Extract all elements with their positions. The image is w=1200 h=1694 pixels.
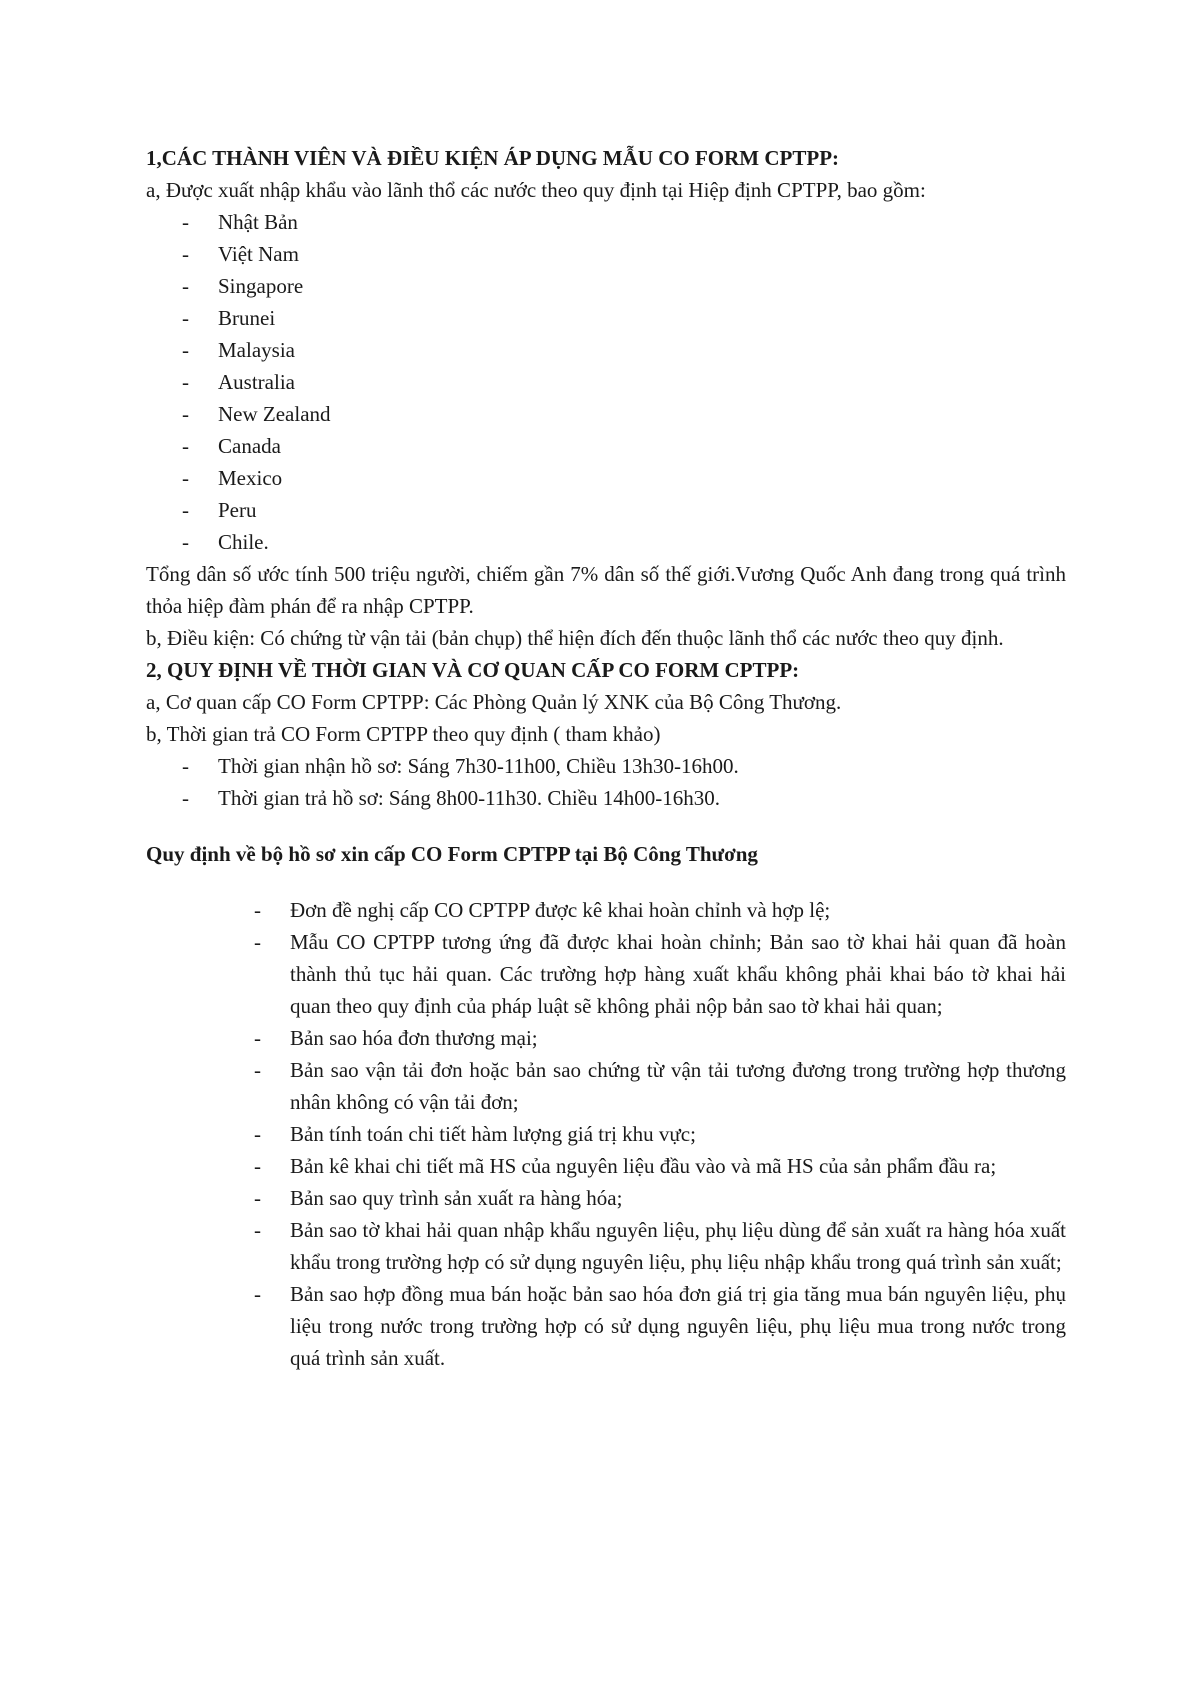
dash-bullet: - — [254, 1058, 261, 1082]
issuing-agency: a, Cơ quan cấp CO Form CPTPP: Các Phòng Quản lý XNK của Bộ Công Thương. — [146, 690, 842, 714]
dash-bullet: - — [182, 754, 189, 778]
dash-bullet: - — [254, 1282, 261, 1306]
country-item — [146, 302, 1066, 334]
country-name: Canada — [218, 434, 281, 458]
dash-bullet: - — [182, 242, 189, 266]
document-item — [146, 1054, 1066, 1118]
country-name: Nhật Bản — [218, 210, 298, 234]
section1-heading: 1,CÁC THÀNH VIÊN VÀ ĐIỀU KIỆN ÁP DỤNG MẪU CO FORM CPTPP: — [146, 146, 840, 170]
time-item — [146, 750, 1066, 782]
document-list — [146, 894, 1066, 1374]
dash-bullet: - — [182, 370, 189, 394]
country-name: Chile. — [218, 530, 269, 554]
dash-bullet: - — [254, 1218, 261, 1242]
dash-bullet: - — [254, 1186, 261, 1210]
country-item — [146, 462, 1066, 494]
country-name: Mexico — [218, 466, 283, 490]
country-name: Brunei — [218, 306, 276, 330]
section3-heading: Quy định về bộ hồ sơ xin cấp CO Form CPTPP tại Bộ Công Thương — [146, 842, 758, 866]
dash-bullet: - — [182, 274, 189, 298]
document-text: Đơn đề nghị cấp CO CPTPP được kê khai hoàn chỉnh và hợp lệ; — [290, 898, 831, 922]
document-text: Bản sao quy trình sản xuất ra hàng hóa; — [290, 1186, 623, 1210]
dash-bullet: - — [254, 1154, 261, 1178]
dash-bullet: - — [182, 498, 189, 522]
country-list — [146, 206, 1066, 558]
dash-bullet: - — [254, 1026, 261, 1050]
country-item — [146, 238, 1066, 270]
condition-text: b, Điều kiện: Có chứng từ vận tải (bản chụp) thể hiện đích đến thuộc lãnh thổ các nước theo quy định. — [146, 626, 1004, 650]
dash-bullet: - — [182, 530, 189, 554]
country-item — [146, 270, 1066, 302]
document-text: Bản sao hóa đơn thương mại; — [290, 1026, 538, 1050]
dash-bullet: - — [182, 338, 189, 362]
dash-bullet: - — [182, 466, 189, 490]
section2-heading: 2, QUY ĐỊNH VỀ THỜI GIAN VÀ CƠ QUAN CẤP CO FORM CPTPP: — [146, 658, 800, 682]
document-text: Bản kê khai chi tiết mã HS của nguyên liệu đầu vào và mã HS của sản phẩm đầu ra; — [290, 1154, 997, 1178]
document-item — [146, 1022, 1066, 1054]
document-text: Bản tính toán chi tiết hàm lượng giá trị khu vực; — [290, 1122, 696, 1146]
country-name: New Zealand — [218, 402, 331, 426]
section1-intro: a, Được xuất nhập khẩu vào lãnh thổ các nước theo quy định tại Hiệp định CPTPP, bao gồm: — [146, 178, 926, 202]
document-text: Bản sao hợp đồng mua bán hoặc bản sao hóa đơn giá trị gia tăng mua bán nguyên liệu, phụ liệu trong nước trong trường hợp có sử dụng nguyên liệu, phụ liệu mua trong nước trong quá trình sản xuất. — [290, 1282, 1066, 1370]
dash-bullet: - — [182, 434, 189, 458]
country-item — [146, 430, 1066, 462]
dash-bullet: - — [254, 898, 261, 922]
dash-bullet: - — [254, 1122, 261, 1146]
document-item — [146, 1182, 1066, 1214]
dash-bullet: - — [254, 930, 261, 954]
country-item — [146, 334, 1066, 366]
document-body — [146, 142, 1066, 1374]
time-text: Thời gian trả hồ sơ: Sáng 8h00-11h30. Chiều 14h00-16h30. — [218, 786, 721, 810]
document-text: Bản sao tờ khai hải quan nhập khẩu nguyên liệu, phụ liệu dùng để sản xuất ra hàng hóa xuất khẩu trong trường hợp có sử dụng nguyên liệu, phụ liệu nhập khẩu trong quá trình sản xuất; — [290, 1218, 1066, 1274]
country-item — [146, 494, 1066, 526]
document-item — [146, 1214, 1066, 1278]
document-item — [146, 1150, 1066, 1182]
document-item — [146, 1118, 1066, 1150]
country-item — [146, 526, 1066, 558]
document-text: Bản sao vận tải đơn hoặc bản sao chứng từ vận tải tương đương trong trường hợp thương nhân không có vận tải đơn; — [290, 1058, 1066, 1114]
country-name: Singapore — [218, 274, 304, 298]
dash-bullet: - — [182, 402, 189, 426]
country-item — [146, 398, 1066, 430]
document-item — [146, 926, 1066, 1022]
dash-bullet: - — [182, 306, 189, 330]
time-item — [146, 782, 1066, 814]
time-intro: b, Thời gian trả CO Form CPTPP theo quy định ( tham khảo) — [146, 722, 661, 746]
population-note: Tổng dân số ước tính 500 triệu người, chiếm gần 7% dân số thế giới.Vương Quốc Anh đang trong quá trình thỏa hiệp đàm phán để ra nhập CPTPP. — [146, 562, 1066, 618]
country-item — [146, 366, 1066, 398]
country-item — [146, 206, 1066, 238]
country-name: Malaysia — [218, 338, 295, 362]
dash-bullet: - — [182, 786, 189, 810]
document-item — [146, 1278, 1066, 1374]
document-text: Mẫu CO CPTPP tương ứng đã được khai hoàn chỉnh; Bản sao tờ khai hải quan đã hoàn thành thủ tục hải quan. Các trường hợp hàng xuất khẩu không phải khai báo tờ khai hải quan theo quy định của pháp luật sẽ không phải nộp bản sao tờ khai hải quan; — [290, 930, 1066, 1018]
country-name: Australia — [218, 370, 295, 394]
dash-bullet: - — [182, 210, 189, 234]
document-item — [146, 894, 1066, 926]
country-name: Peru — [218, 498, 257, 522]
time-list — [146, 750, 1066, 814]
country-name: Việt Nam — [218, 242, 299, 266]
time-text: Thời gian nhận hồ sơ: Sáng 7h30-11h00, Chiều 13h30-16h00. — [218, 754, 739, 778]
